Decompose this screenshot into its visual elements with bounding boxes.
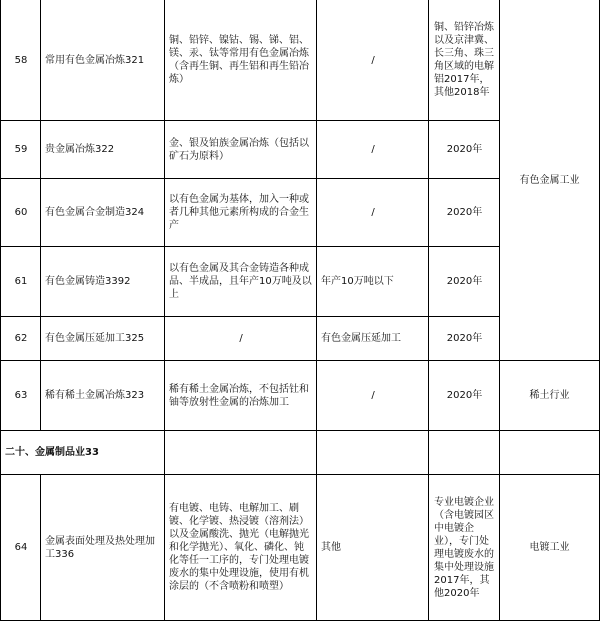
row-59-scope: 金、银及铂族金属冶炼（包括以矿石为原料） bbox=[169, 137, 309, 162]
row-59-category: 贵金属冶炼322 bbox=[45, 144, 115, 155]
row-61-scope: 以有色金属及其合金铸造各种成品、半成品，且年产10万吨及以上 bbox=[169, 263, 312, 300]
row-63-condition: / bbox=[371, 390, 375, 401]
section-header: 二十、金属制品业33 bbox=[5, 447, 99, 458]
row-61-category: 有色金属铸造3392 bbox=[45, 276, 131, 287]
row-63-category: 稀有稀土金属冶炼323 bbox=[45, 390, 145, 401]
row-64-deadline: 专业电镀企业（含电镀园区中电镀企业），专门处理电镀废水的集中处理设施2017年，其他2020年 bbox=[434, 496, 494, 599]
industry-nonferrous: 有色金属工业 bbox=[519, 174, 580, 186]
industry-rare-earth: 稀土行业 bbox=[529, 390, 570, 401]
industry-electroplating: 电镀工业 bbox=[529, 542, 570, 553]
row-58-number: 58 bbox=[14, 54, 28, 66]
row-58-condition: / bbox=[371, 54, 375, 66]
row-59-condition: / bbox=[371, 144, 375, 155]
row-62-number: 62 bbox=[14, 333, 28, 344]
row-59-deadline: 2020年 bbox=[446, 144, 483, 155]
row-64-number: 64 bbox=[14, 542, 28, 553]
row-64-scope: 有电镀、电铸、电解加工、刷镀、化学镀、热浸镀（溶剂法）以及金属酸洗、抛光（电解抛光和化学抛光）、氧化、磷化、钝化等任一工序的，专门处理电镀废水的集中处理设施，使用有机涂层的（不含喷粉和喷塑） bbox=[169, 503, 309, 592]
row-62-deadline: 2020年 bbox=[446, 333, 483, 344]
row-62-category: 有色金属压延加工325 bbox=[45, 333, 145, 344]
row-58-scope: 铜、铅锌、镍钴、锡、锑、铝、镁、汞、钛等常用有色金属冶炼（含再生铜、再生铝和再生铅冶炼） bbox=[169, 35, 309, 85]
row-64-category: 金属表面处理及热处理加工336 bbox=[45, 535, 155, 560]
row-58-deadline: 铜、铅锌冶炼以及京津冀、长三角、珠三角区域的电解铝2017年，其他2018年 bbox=[434, 22, 494, 98]
row-62-condition: 有色金属压延加工 bbox=[321, 333, 401, 344]
row-58-category: 常用有色金属冶炼321 bbox=[45, 54, 145, 66]
row-59-number: 59 bbox=[14, 144, 28, 155]
row-60-condition: / bbox=[371, 207, 375, 218]
row-61-number: 61 bbox=[14, 276, 28, 287]
row-63-scope: 稀有稀土金属冶炼，不包括钍和铀等放射性金属的冶炼加工 bbox=[169, 383, 309, 408]
row-60-number: 60 bbox=[14, 207, 28, 218]
row-63-number: 63 bbox=[14, 390, 28, 401]
row-60-scope: 以有色金属为基体，加入一种或者几种其他元素所构成的合金生产 bbox=[169, 194, 309, 231]
row-61-deadline: 2020年 bbox=[446, 276, 483, 287]
row-60-category: 有色金属合金制造324 bbox=[45, 207, 145, 218]
row-64-condition: 其他 bbox=[321, 542, 341, 553]
row-62-scope: / bbox=[239, 333, 243, 344]
row-61-condition: 年产10万吨以下 bbox=[321, 276, 394, 287]
row-60-deadline: 2020年 bbox=[446, 207, 483, 218]
row-63-deadline: 2020年 bbox=[446, 390, 483, 401]
